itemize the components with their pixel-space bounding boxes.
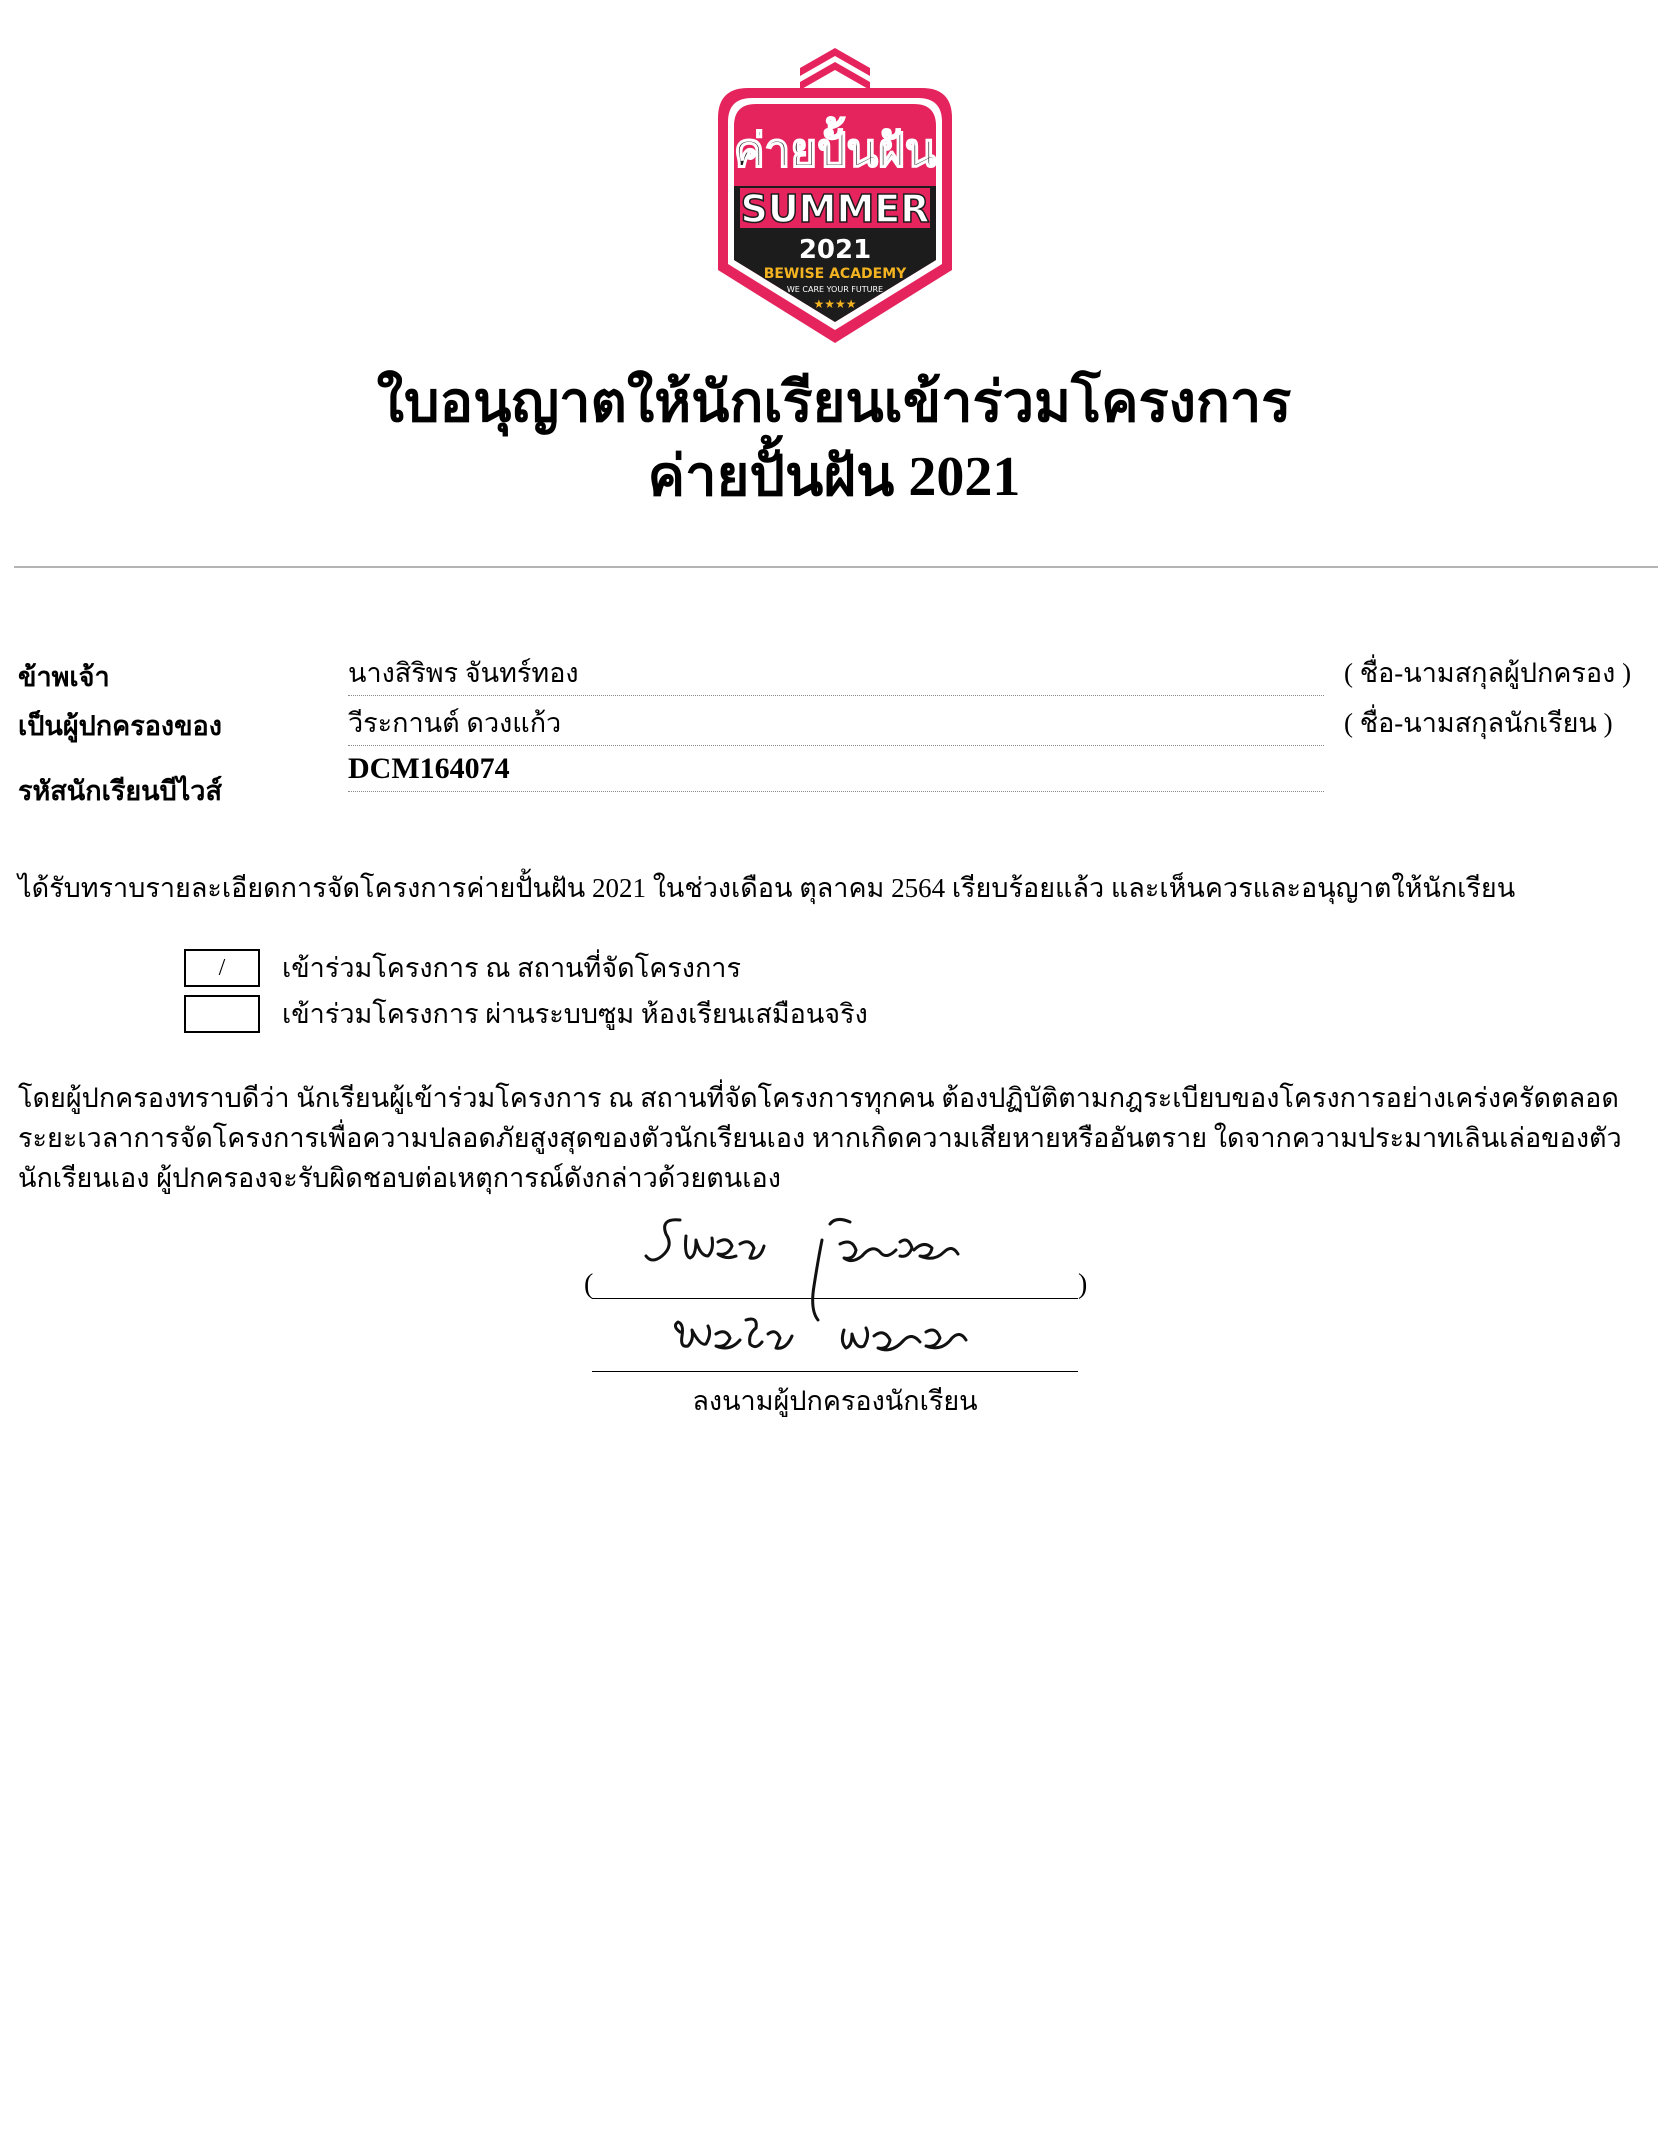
student-name-field[interactable]: วีระกานต์ ดวงแก้ว bbox=[348, 706, 1324, 746]
handwritten-signature bbox=[600, 1200, 1070, 1380]
logo-stars: ★★★★ bbox=[813, 297, 857, 311]
student-label: เป็นผู้ปกครองของ bbox=[18, 711, 222, 741]
logo-tagline: WE CARE YOUR FUTURE bbox=[786, 285, 884, 294]
guardian-hint: ( ชื่อ-นามสกุลผู้ปกครอง ) bbox=[1344, 658, 1632, 688]
student-code-field[interactable]: DCM164074 bbox=[348, 752, 1324, 792]
signature-caption: ลงนามผู้ปกครองนักเรียน bbox=[692, 1386, 978, 1416]
logo-academy: BEWISE ACADEMY bbox=[763, 266, 907, 282]
document-title-line2: ค่ายปั้นฝัน 2021 bbox=[647, 446, 1021, 508]
camp-logo bbox=[700, 38, 970, 348]
guardian-label: ข้าพเจ้า bbox=[18, 662, 110, 692]
logo-thai-text: ค่ายปั้นฝัน bbox=[733, 123, 937, 177]
terms-text: โดยผู้ปกครองทราบดีว่า นักเรียนผู้เข้าร่วมโครงการ ณ สถานที่จัดโครงการทุกคน ต้องปฏิบัติตามกฎระเบียบของโครงการอย่างเคร่งครัดตลอดระยะเวลาการจัดโครงการเพื่อความปลอดภัยสูงสุดของตัวนักเรียนเอง หากเกิดความเสียหายหรืออันตราย ใดจากความประมาทเลินเล่อของตัวนักเรียนเอง ผู้ปกครองจะรับผิดชอบต่อเหตุการณ์ดังกล่าวด้วยตนเอง bbox=[18, 1083, 1622, 1193]
checkbox-online[interactable] bbox=[184, 995, 260, 1033]
option-online-label: เข้าร่วมโครงการ ผ่านระบบซูม ห้องเรียนเสมือนจริง bbox=[282, 999, 868, 1029]
logo-year: 2021 bbox=[798, 235, 872, 265]
document-title-line1: ใบอนุญาตให้นักเรียนเข้าร่วมโครงการ bbox=[376, 372, 1292, 434]
signature-paren-open: ( bbox=[584, 1269, 594, 1300]
signature-paren-close: ) bbox=[1078, 1269, 1088, 1300]
guardian-name-field[interactable]: นางสิริพร จันทร์ทอง bbox=[348, 656, 1324, 696]
student-code-label: รหัสนักเรียนบีไวส์ bbox=[18, 776, 222, 806]
logo-summer-text: SUMMER bbox=[740, 187, 930, 231]
student-hint: ( ชื่อ-นามสกุลนักเรียน ) bbox=[1344, 708, 1613, 738]
checkbox-onsite[interactable]: / bbox=[184, 949, 260, 987]
divider bbox=[14, 566, 1658, 568]
acknowledgement-text: ได้รับทราบรายละเอียดการจัดโครงการค่ายปั้นฝัน 2021 ในช่วงเดือน ตุลาคม 2564 เรียบร้อยแล้ว และเห็นควรและอนุญาตให้นักเรียน bbox=[18, 873, 1516, 903]
option-onsite-label: เข้าร่วมโครงการ ณ สถานที่จัดโครงการ bbox=[282, 953, 741, 983]
